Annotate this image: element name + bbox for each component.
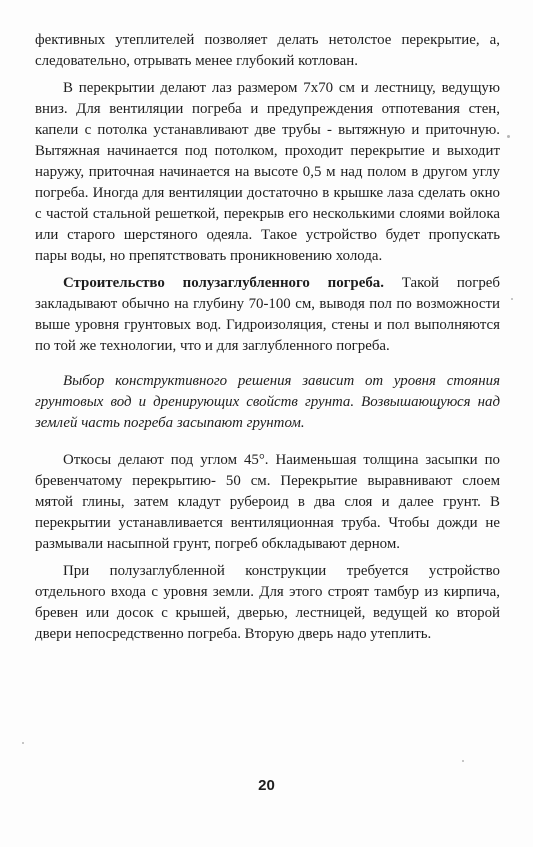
text-column <box>35 30 500 645</box>
page-number: 20 <box>258 777 275 794</box>
section-heading: Строительство полузаглубленного погреба. <box>63 275 384 291</box>
scan-speck <box>507 135 510 138</box>
paragraph-slopes: Откосы делают под углом 45°. Наименьшая толщина засыпки по бревенчатому перекрытию- 50 см. Перекрытие выравнивают слоем мятой глины, затем кладут рубероид в два слоя и далее грунт. В перекрытии устанавливается вентиляционная труба. Чтобы дожди не размывали насыпной грунт, погреб обкладывают дерном. <box>35 452 500 552</box>
section-body: Такой погреб закладывают обычно на глубину 70-100 см, выводя пол по возможности выше уровня грунтовых вод. Гидроизоляция, стены и пол выполняются по той же технологии, что и для заглубленного погреба. <box>35 275 500 354</box>
scan-speck <box>511 298 513 300</box>
scan-speck <box>22 742 24 744</box>
paragraph-continued: фективных утеплителей позволяет делать нетолстое перекрытие, а, следовательно, отрывать менее глубокий котлован. <box>35 32 500 69</box>
scan-speck <box>462 760 464 762</box>
paragraph-ventilation: В перекрытии делают лаз размером 7х70 см и лестницу, ведущую вниз. Для вентиляции погреба и предупреждения отпотевания стен, капели с потолка устанавливают две трубы - вытяжную и приточную. Вытяжная начинается под потолком, проходит перекрытие и выходит наружу, приточная начинается на высоте 0,5 м над полом в другом углу погреба. Иногда для вентиляции достаточно в крышке лаза сделать окно с частой стальной решеткой, перекрыв его несколькими слоями войлока или старого шерстяного одеяла. Такое устройство будет пропускать пары воды, но препятствовать проникновению холода. <box>35 80 500 264</box>
callout-italic: Выбор конструктивного решения зависит от уровня стояния грунтовых вод и дренирующих свойств грунта. Возвышающуюся над землей часть погреба засыпают грунтом. <box>35 373 500 431</box>
paragraph-entrance: При полузаглубленной конструкции требуется устройство отдельного входа с уровня земли. Для этого строят тамбур из кирпича, бревен или досок с крышей, дверью, лестницей, ведущей ко второй двери непосредственно погреба. Вторую дверь надо утеплить. <box>35 563 500 642</box>
paragraph-semi-buried-cellar <box>35 273 500 357</box>
